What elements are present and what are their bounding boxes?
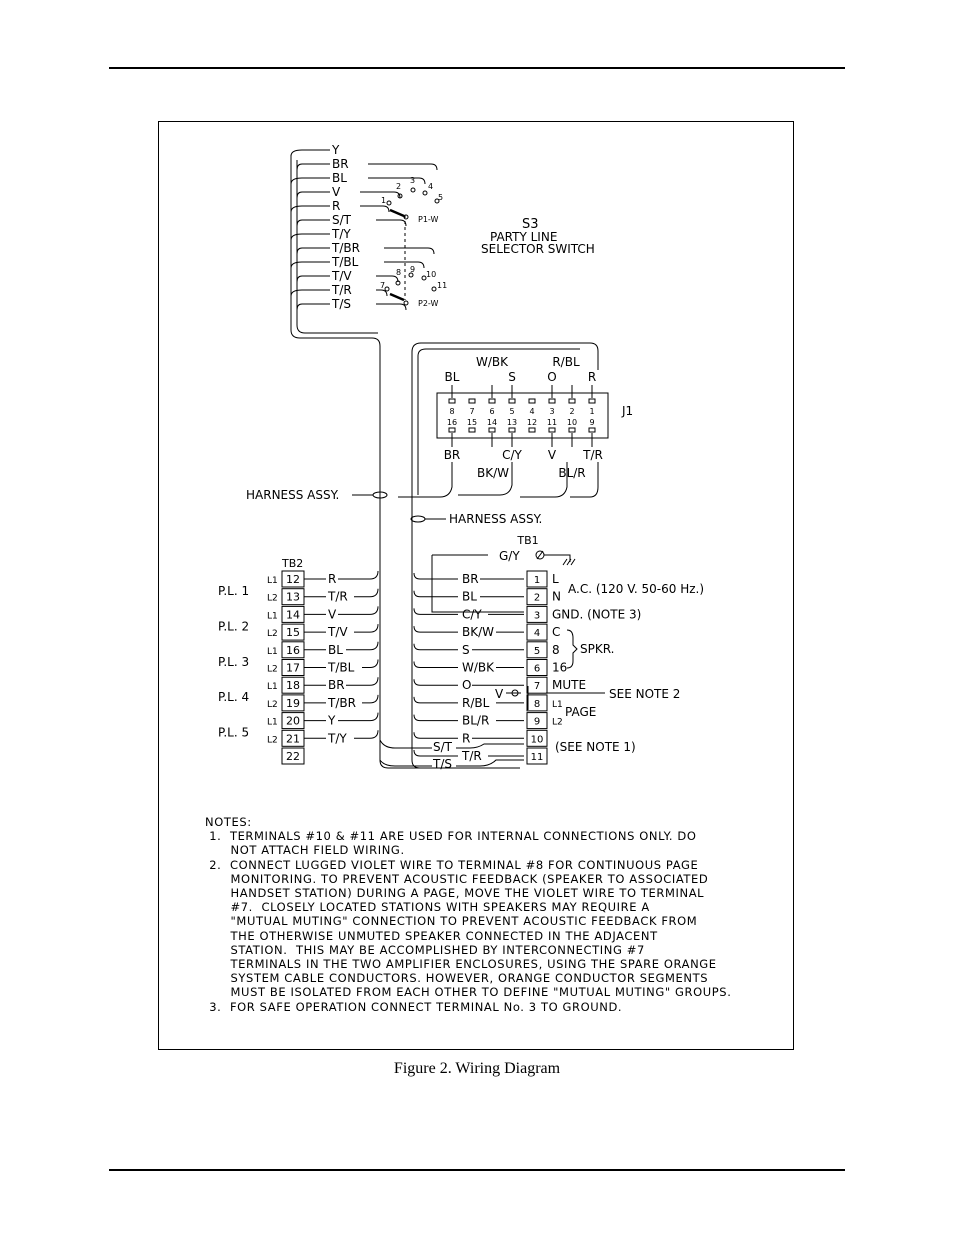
switch-wire-line [297,164,330,170]
tb1-ts-wire-label: T/S [433,757,452,771]
tb1-wire-label: BL [462,589,477,604]
tb1-spkr-label: SPKR. [580,642,615,656]
j1-pin-top [509,399,515,403]
tb2-line-label: L2 [267,699,278,710]
tb2-terminal-number: 18 [286,679,300,693]
tb1-terminal-number: 4 [533,628,541,640]
j1-pin-number: 3 [549,407,555,416]
j1-pin-number: 9 [589,418,595,427]
tb1-wire-label: BL/R [462,713,490,728]
tb1-terminal-number: 5 [533,645,541,657]
tb1-wire-label: BK/W [462,625,495,640]
tb1-wire-label: O [462,678,472,693]
tb2-line-label: L2 [267,629,278,640]
tb1-wire-line [414,662,458,668]
j1-pin-bottom [469,428,475,432]
tb1-wire-label: T/R [462,749,482,763]
tb2-line-label: L2 [267,735,278,746]
harness-label-right: HARNESS ASSY. [449,512,543,526]
j1-pin-number: 4 [529,407,535,416]
switch-title-line-2: SELECTOR SWITCH [481,242,595,256]
note-1: 1. TERMINALS #10 & #11 ARE USED FOR INTERNAL CONNECTIONS ONLY. DO NOT ATTACH FIELD WIRING. [209,829,697,858]
harness-label-left: HARNESS ASSY. [246,488,340,502]
tb2-wire-tail [346,642,378,650]
j1-pin-top [489,399,495,403]
j1-pin-top [549,399,555,403]
j1-bottom-wire-label: T/R [583,448,603,462]
switch-wire-line [291,150,330,156]
tb1-terminal-desc: L [552,572,559,586]
s3-wire-group [291,150,437,310]
j1-connector-body [437,393,608,438]
tb1-terminal-desc: N [552,589,561,604]
j1-pin-number: 15 [466,418,478,427]
j1-pin-top [569,399,575,403]
switch-contacts [385,188,439,305]
tb2-terminal-number: 17 [286,661,300,675]
party-line-label: P.L. 3 [218,654,250,669]
tb2-wire-tail [362,695,378,703]
j1-pin-number: 2 [569,407,575,416]
j1-bottom-wire-label: BR [443,448,461,462]
tb2-terminal-number: 20 [286,714,300,728]
tb1-terminal-desc: L1 [552,699,563,710]
tb1-terminal-number: 2 [533,592,541,604]
j1-pin-number: 8 [449,407,455,416]
tb2-line-label: L1 [267,682,278,693]
j1-pin-top [589,399,595,403]
tb1-label: TB1 [517,534,539,547]
tb1-terminal-desc: 8 [552,642,560,657]
tb1-ground-wire-label: G/Y [499,549,520,563]
tb2-terminal-number: 14 [286,608,300,622]
tb1-wire-line [414,644,458,650]
j1-pin-number: 5 [509,407,515,416]
switch-wire-line [297,248,330,254]
s3-text-group [331,143,595,311]
tb2-line-label: L1 [267,576,278,586]
j1-top-wire-label: W/BK [475,355,509,369]
tb1-ts-wire-line [380,760,524,766]
switch-contact-number: 4 [428,182,434,191]
j1-pin-number: 1 [589,407,595,416]
tb2-wire-label: T/V [328,625,348,640]
switch-wire-tail [368,164,437,170]
j1-top-wire-label: S [508,370,516,384]
tb1-terminal-number: 6 [533,663,541,675]
tb1-wire-label: R/BL [462,695,490,710]
tb1-wire-label: BR [462,572,479,586]
tb2-wire-label: V [328,607,337,622]
switch-wire-label: T/Y [332,227,351,241]
tb1-terminal-number: 10 [530,734,544,746]
tb1-see-note-2: SEE NOTE 2 [609,687,681,701]
j1-top-wire-label: O [547,370,557,384]
switch-contact-number: 3 [410,176,416,185]
j1-pin-number: 11 [546,418,558,427]
j1-bottom-wire-label: C/Y [502,448,522,462]
switch-pole-label: P1-W [418,215,439,224]
switch-wire-label: Y [332,143,340,157]
switch-contact-number: 11 [437,281,448,290]
footer-rule [109,1169,845,1171]
switch-contact-number: 1 [381,196,387,205]
switch-wire-label: V [332,185,341,199]
j1-pin-number: 13 [506,418,518,427]
switch-wire-label: BL [332,171,347,185]
j1-pin-bottom [489,428,495,432]
tb1-violet-wire-label: V [495,687,504,701]
j1-pin-number: 16 [446,418,458,427]
switch-contact-number: 8 [396,268,402,277]
switch-wire-label: R [332,199,341,213]
j1-pin-bottom [589,428,595,432]
j1-pin-group [246,355,633,526]
switch-wire-line [297,304,330,310]
tb2-wire-tail [362,660,378,668]
switch-contact-number: 10 [426,270,437,279]
tb2-terminal-number: 19 [286,696,300,710]
switch-wire-label: T/R [332,283,352,297]
tb1-wire-line [414,732,458,738]
tb2-wire-tail [346,677,378,685]
tb2-wire-label: BL [328,642,343,657]
party-line-label: P.L. 5 [218,725,250,740]
speaker-brace [567,630,577,668]
tb2-terminal-number: 16 [286,643,300,657]
switch-wire-tail [384,262,424,268]
j1-pin-top [449,399,455,403]
tb2-terminal-number: 21 [286,732,300,746]
tb2-terminal-number: 22 [286,750,300,763]
switch-contact-number: 5 [438,193,444,202]
tb2-line-label: L2 [267,664,278,675]
tb1-wire-line [414,573,458,579]
j1-pin-bottom [569,428,575,432]
j1-pin-number: 7 [469,407,475,416]
switch-title-line-1: PARTY LINE [490,230,558,244]
tb1-terminal-number: 3 [533,610,541,622]
harness-loop-right [411,516,425,522]
j1-bottom-wire-label: BL/R [558,466,586,480]
tb2-wire-label: T/Y [328,731,347,746]
tb1-terminal-desc: C [552,625,561,640]
tb2-label: TB2 [282,557,304,570]
tb1-wire-line [414,697,458,703]
tb2-wire-tail [338,606,378,614]
party-line-label: P.L. 4 [218,690,250,705]
tb1-see-note-1: (SEE NOTE 1) [555,740,636,754]
switch-wire-label: T/BR [332,241,360,255]
switch-wire-tail [376,220,406,226]
party-line-label: P.L. 2 [218,619,250,634]
right-harness-trunk [412,500,420,768]
switch-wire-tail [360,192,400,198]
j1-top-wire-label: R [587,370,597,384]
tb1-terminal-number: 9 [533,716,541,728]
switch-wire-label: BR [332,157,349,171]
tb1-wire-label: S [462,642,470,657]
j1-top-wire-label: BL [444,370,460,384]
figure-caption: Figure 2. Wiring Diagram [393,1060,561,1077]
switch-wire-tail [376,304,406,310]
tb2-line-label: L1 [267,717,278,728]
tb1-st-wire-label: S/T [433,740,452,754]
j1-label: J1 [622,404,634,418]
j1-pin-bottom [449,428,455,432]
tb2-wire-label: T/BL [328,660,355,675]
switch-wire-label: T/V [332,269,352,283]
notes-block [205,815,790,1014]
switch-contact-number: 2 [396,182,402,191]
tb1-terminal-number: 8 [533,698,541,710]
tb2-wire-tail [354,730,378,738]
switch-wire-tail [360,206,389,212]
tb2-wire-label: Y [328,713,336,728]
switch-wire-tail [376,290,387,296]
j1-pin-number: 14 [486,418,498,427]
note-2: 2. CONNECT LUGGED VIOLET WIRE TO TERMINAL #8 FOR CONTINUOUS PAGE MONITORING. TO PREVENT ACOUSTIC FEEDBACK (SPEAKER TO ASSOCIATED HANDSET STATION) DURING A PAGE, MOVE THE VIOLET WIRE TO TERMINAL #7. CLOSELY LOCATED STATIONS WITH SPEAKERS MAY REQUIRE A "MUTUAL MUTING" CONNECTION TO PREVENT ACOUSTIC FEEDBACK FROM THE OTHERWISE UNMUTED SPEAKER CONNECTED IN THE ADJACENT STATION. THIS MAY BE ACCOMPLISHED BY INTERCONNECTING #7 TERMINALS IN THE TWO AMPLIFIER ENCLOSURES, USING THE SPARE ORANGE SYSTEM CABLE CONDUCTORS. HOWEVER, ORANGE CONDUCTOR SEGMENTS MUST BE ISOLATED FROM EACH OTHER TO DEFINE "MUTUAL MUTING" GROUPS. [209,857,732,1000]
j1-pin-top [529,399,535,403]
j1-bottom-wire-label: V [547,448,557,462]
tb2-terminal-number: 13 [286,590,300,604]
switch-wire-label: T/S [332,297,351,311]
switch-wire-label: S/T [332,213,351,227]
j1-bottom-wire-label: BK/W [476,466,510,480]
switch-contact-number: 9 [410,265,416,274]
tb1-terminal-number: 11 [530,752,544,763]
switch-wire-line [297,276,330,282]
switch-pole-label: P2-W [418,299,439,308]
j1-pin-bottom [509,428,515,432]
tb1-terminal-number: 1 [533,575,541,586]
tb2-wire-tail [354,589,378,597]
switch-wire-label: T/BL [332,255,359,269]
j1-pin-number: 10 [566,418,578,427]
j1-pin-number: 6 [489,407,495,416]
j1-pin-bottom [549,428,555,432]
party-line-label: P.L. 1 [218,584,250,598]
tb1-wire-line [414,679,458,685]
tb2-line-label: L2 [267,593,278,604]
tb1-page-label: PAGE [565,705,597,719]
tb1-terminal-desc: MUTE [552,678,587,693]
switch-contact-number: 7 [380,281,386,290]
tb1-wire-line [414,608,458,614]
tb2-terminal-group [218,557,378,764]
note-3: 3. FOR SAFE OPERATION CONNECT TERMINAL No. 3 TO GROUND. [205,999,623,1014]
tb1-terminal-group [380,534,704,771]
tb1-wire-line [414,626,458,632]
tb2-wire-label: T/BR [328,695,356,710]
tb1-wire-label: R [462,731,471,746]
tb1-terminal-desc: 16 [552,660,568,675]
switch-wire-line [297,192,330,198]
tb2-wire-label: R [328,572,337,586]
j1-pin-bottom [529,428,535,432]
j1-top-wire-label: R/BL [552,355,580,369]
tb1-wire-label: W/BK [462,660,495,675]
tb1-wire-label: C/Y [462,607,482,622]
j1-pin-number: 12 [526,418,538,427]
tb1-terminal-desc: GND. (NOTE 3) [552,607,642,622]
switch-name: S3 [522,217,539,232]
tb1-terminal-desc: L2 [552,717,563,728]
tb1-st-wire-line [380,740,524,748]
tb2-wire-tail [338,571,378,579]
switch-wire-tail [384,248,434,254]
tb1-wire-line [414,591,458,597]
tb2-wire-label: BR [328,678,345,693]
switch-wire-line [297,220,330,226]
tb1-terminal-number: 7 [533,681,541,693]
tb2-terminal-number: 12 [286,573,300,586]
tb2-line-label: L1 [267,611,278,622]
j1-pin-top [469,399,475,403]
notes-heading: NOTES: [205,815,252,829]
tb2-wire-label: T/R [328,589,348,604]
tb2-wire-tail [338,713,378,721]
tb2-line-label: L1 [267,646,278,657]
tb1-ac-label: A.C. (120 V. 50-60 Hz.) [568,582,705,596]
tb2-wire-tail [354,624,378,632]
tb2-terminal-number: 15 [286,626,300,640]
tb1-wire-line [414,715,458,721]
